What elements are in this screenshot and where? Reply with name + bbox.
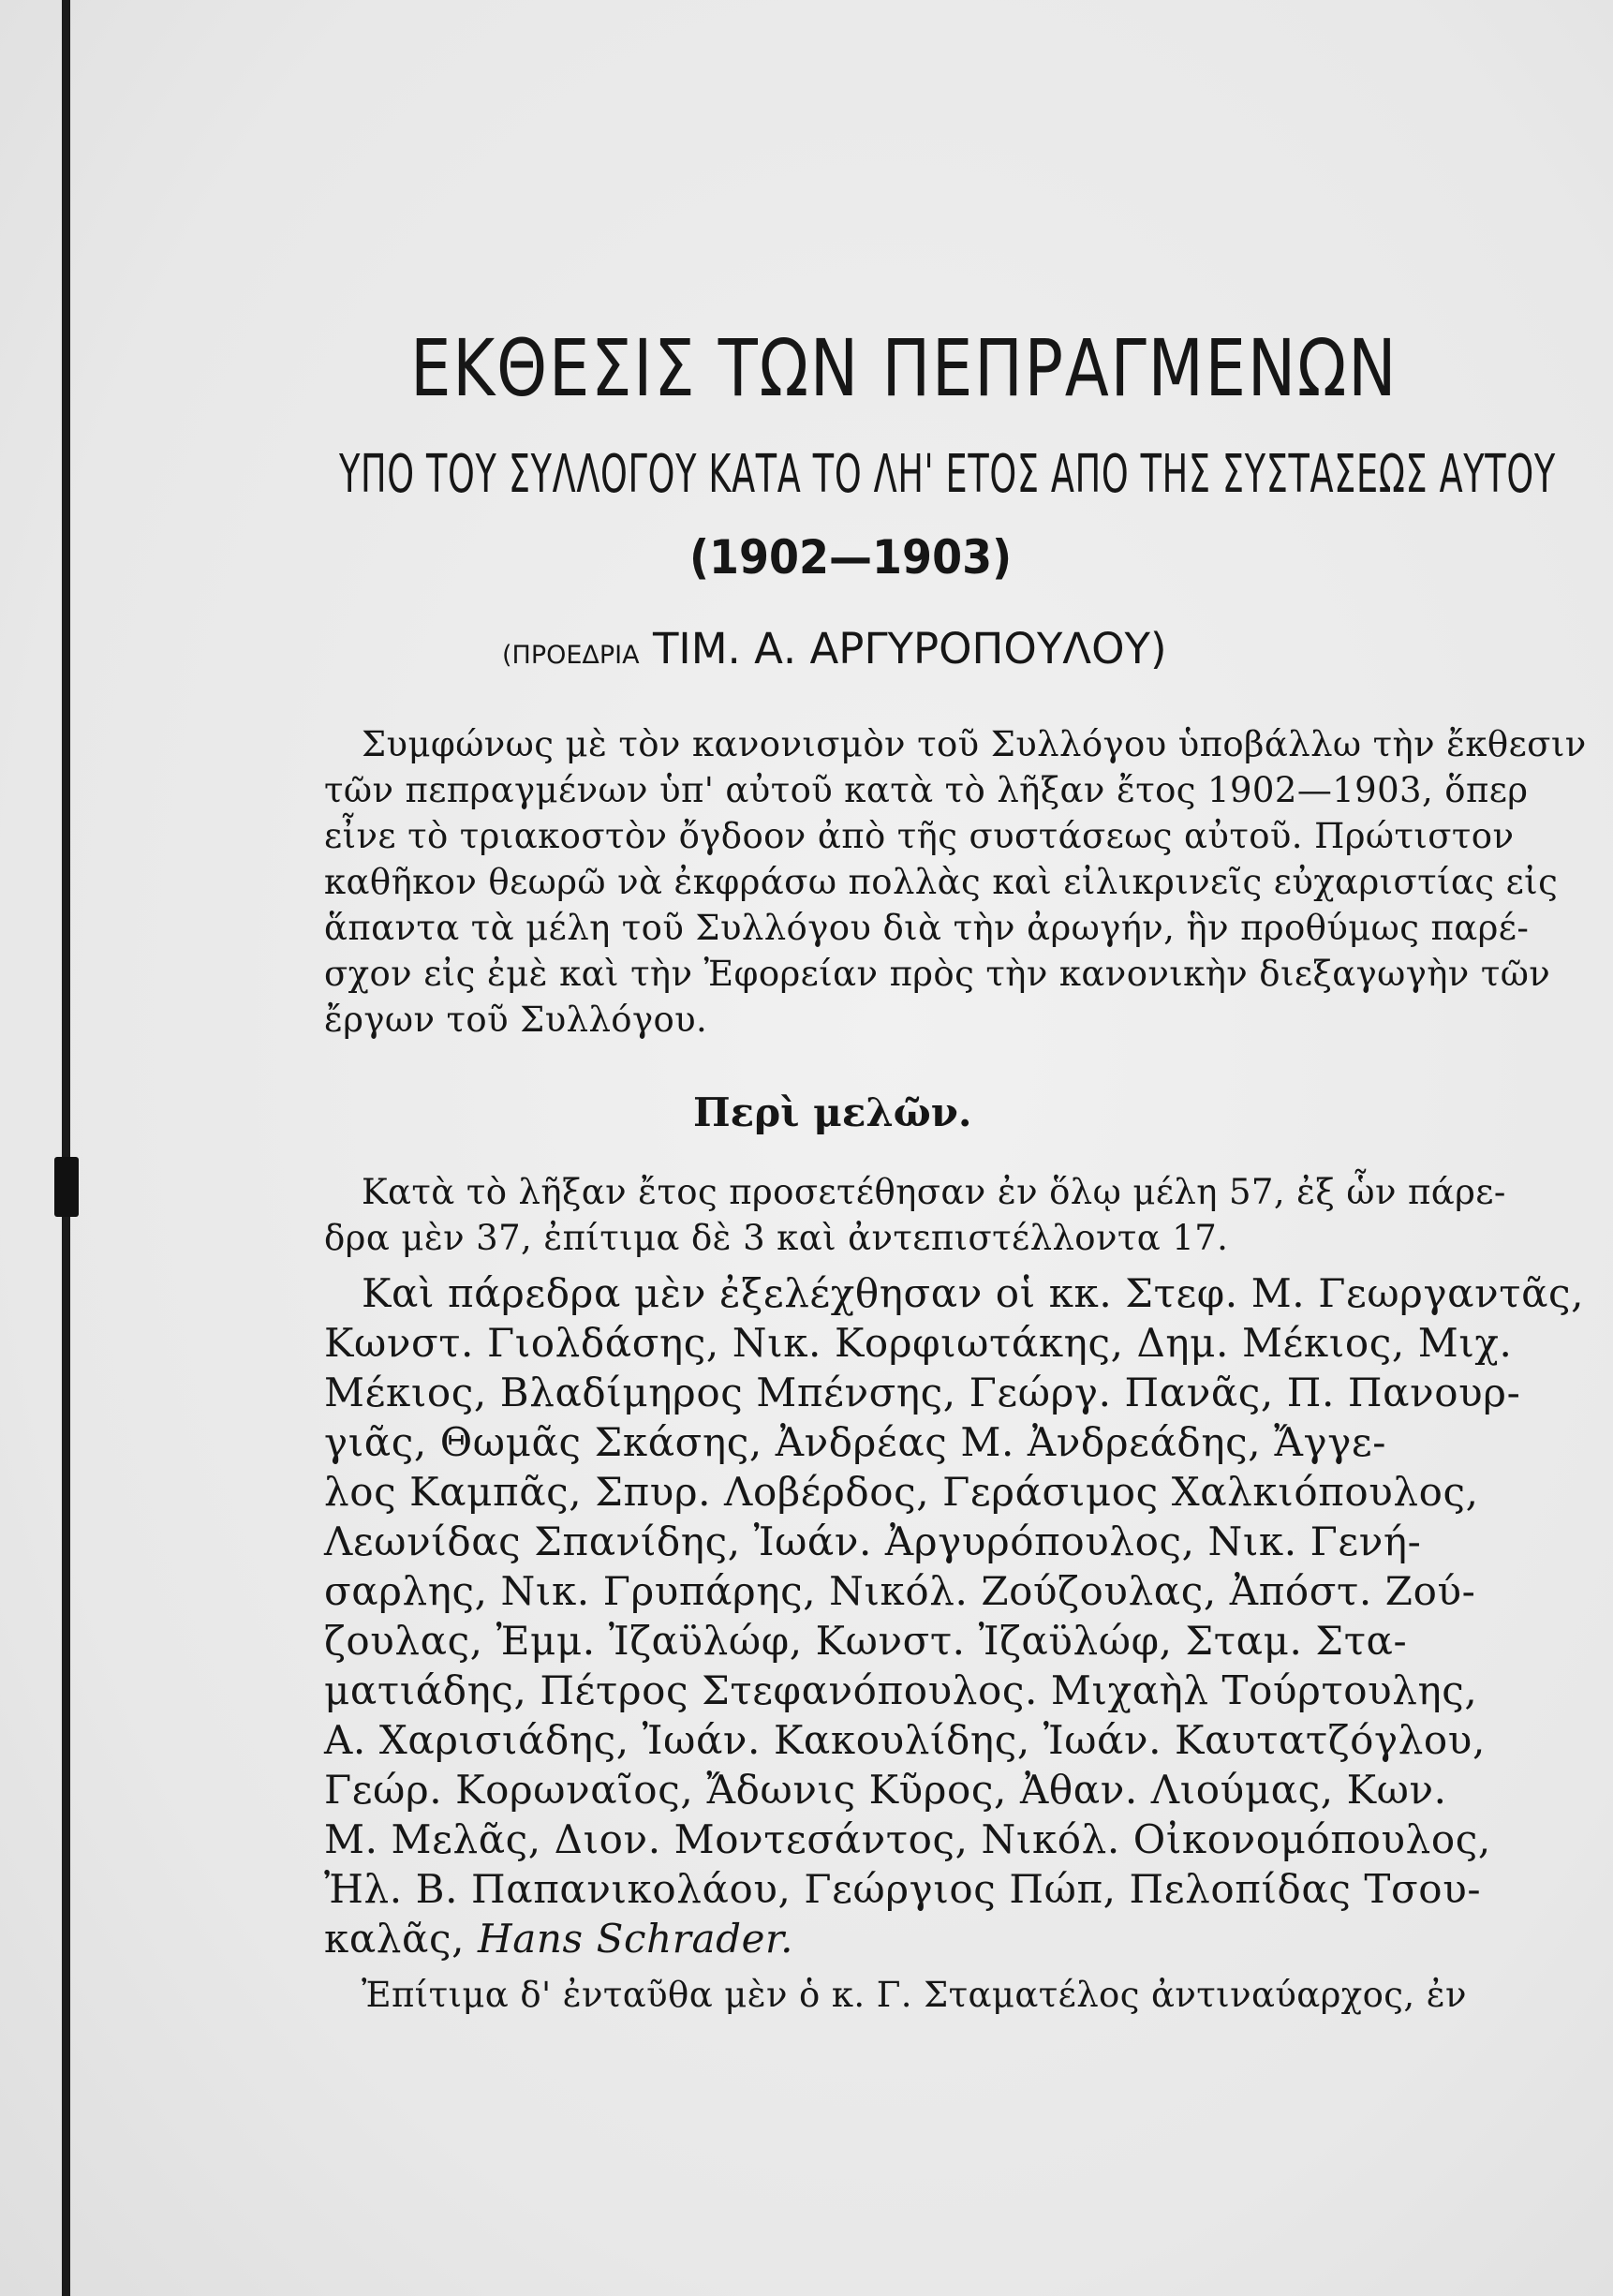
text-line: καθῆκον θεωρῶ νὰ ἐκφράσω πολλὰς καὶ εἰλικρινεῖς εὐχαριστίας εἰς (324, 862, 1559, 902)
text-line: εἶνε τὸ τριακοστὸν ὄγδοον ἀπὸ τῆς συστάσεως αὐτοῦ. Πρώτιστον (324, 816, 1515, 856)
report-title: ΕΚΘΕΣΙΣ ΤΩΝ ΠΕΠΡΑΓΜΕΝΩΝ (410, 322, 1398, 414)
names-last-prefix: καλᾶς, (324, 1916, 466, 1962)
report-years: (1902—1903) (689, 530, 1013, 585)
text-line: λος Καμπᾶς, Σπυρ. Λοβέρδος, Γεράσιμος Χαλκιόπουλος, (324, 1469, 1479, 1515)
names-last-italic: Hans Schrader. (478, 1916, 794, 1962)
text-line: δρα μὲν 37, ἐπίτιμα δὲ 3 καὶ ἀντεπιστέλλοντα 17. (324, 1218, 1229, 1258)
text-line: Λεωνίδας Σπανίδης, Ἰωάν. Ἀργυρόπουλος, Νικ. Γενή- (324, 1518, 1422, 1564)
text-line: Μέκιος, Βλαδίμηρος Μπένσης, Γεώργ. Πανᾶς, Π. Πανουρ- (324, 1370, 1521, 1415)
text-line: Α. Χαρισιάδης, Ἰωάν. Κακουλίδης, Ἰωάν. Καυτατζόγλου, (324, 1717, 1486, 1763)
binding-edge (62, 0, 70, 2296)
text-line: Κωνστ. Γιολδάσης, Νικ. Κορφιωτάκης, Δημ. Μέκιος, Μιχ. (324, 1320, 1513, 1366)
names-paragraph (324, 1268, 1585, 1963)
text-line: Καὶ πάρεδρα μὲν ἐξελέχθησαν οἱ κκ. Στεφ. Μ. Γεωργαντᾶς, (362, 1270, 1585, 1316)
presidency-name: ΤΙΜ. Α. ΑΡΓΥΡΟΠΟΥΛΟΥ) (652, 624, 1167, 674)
text-line: Μ. Μελᾶς, Διον. Μοντεσάντος, Νικόλ. Οἰκονομόπουλος, (324, 1816, 1491, 1862)
text-line: Ἠλ. Β. Παπανικολάου, Γεώργιος Πώπ, Πελοπίδας Τσου- (324, 1866, 1482, 1912)
closing-paragraph (324, 1972, 1467, 2018)
presidency-prefix: (ΠΡΟΕΔΡΙΑ (502, 641, 640, 670)
binding-mark (54, 1157, 79, 1217)
text-line: γιᾶς, Θωμᾶς Σκάσης, Ἀνδρέας Μ. Ἀνδρεάδης, Ἄγγε- (324, 1419, 1387, 1465)
text-line-last (324, 1914, 1411, 1963)
text-line: σαρλης, Νικ. Γρυπάρης, Νικόλ. Ζούζουλας, Ἀπόστ. Ζού- (324, 1568, 1476, 1614)
intro-paragraph (324, 721, 1587, 1043)
text-line: ζουλας, Ἐμμ. Ἰζαϋλώφ, Κωνστ. Ἰζαϋλώφ, Σταμ. Στα- (324, 1618, 1408, 1664)
text-line: Γεώρ. Κορωναῖος, Ἄδωνις Κῦρος, Ἀθαν. Λιούμας, Κων. (324, 1767, 1447, 1813)
text-line: σχον εἰς ἐμὲ καὶ τὴν Ἐφορείαν πρὸς τὴν κανονικὴν διεξαγωγὴν τῶν (324, 954, 1551, 994)
text-line: ἔργων τοῦ Συλλόγου. (324, 1000, 708, 1040)
presidency-line (502, 624, 1167, 674)
text-line: ἅπαντα τὰ μέλη τοῦ Συλλόγου διὰ τὴν ἀρωγήν, ἣν προθύμως παρέ- (324, 908, 1530, 948)
text-line: ματιάδης, Πέτρος Στεφανόπουλος. Μιχαὴλ Τούρτουλης, (324, 1667, 1478, 1713)
members-paragraph (324, 1169, 1506, 1261)
text-line: Συμφώνως μὲ τὸν κανονισμὸν τοῦ Συλλόγου ὑποβάλλω τὴν ἔκθεσιν (362, 724, 1587, 764)
report-subtitle: ΥΠΟ ΤΟΥ ΣΥΛΛΟΓΟΥ ΚΑΤΑ ΤΟ ΛΗ' ΕΤΟΣ ΑΠΟ ΤΗΣ ΣΥΣΤΑΣΕΩΣ ΑΥΤΟΥ (339, 444, 1556, 505)
text-line: Κατὰ τὸ λῆξαν ἔτος προσετέθησαν ἐν ὅλῳ μέλη 57, ἐξ ὧν πάρε- (362, 1172, 1506, 1212)
section-heading: Περὶ μελῶν. (693, 1089, 972, 1135)
text-line: τῶν πεπραγμένων ὑπ' αὐτοῦ κατὰ τὸ λῆξαν ἔτος 1902—1903, ὅπερ (324, 770, 1529, 810)
text-line: Ἐπίτιμα δ' ἐνταῦθα μὲν ὁ κ. Γ. Σταματέλος ἀντιναύαρχος, ἐν (362, 1975, 1467, 2015)
